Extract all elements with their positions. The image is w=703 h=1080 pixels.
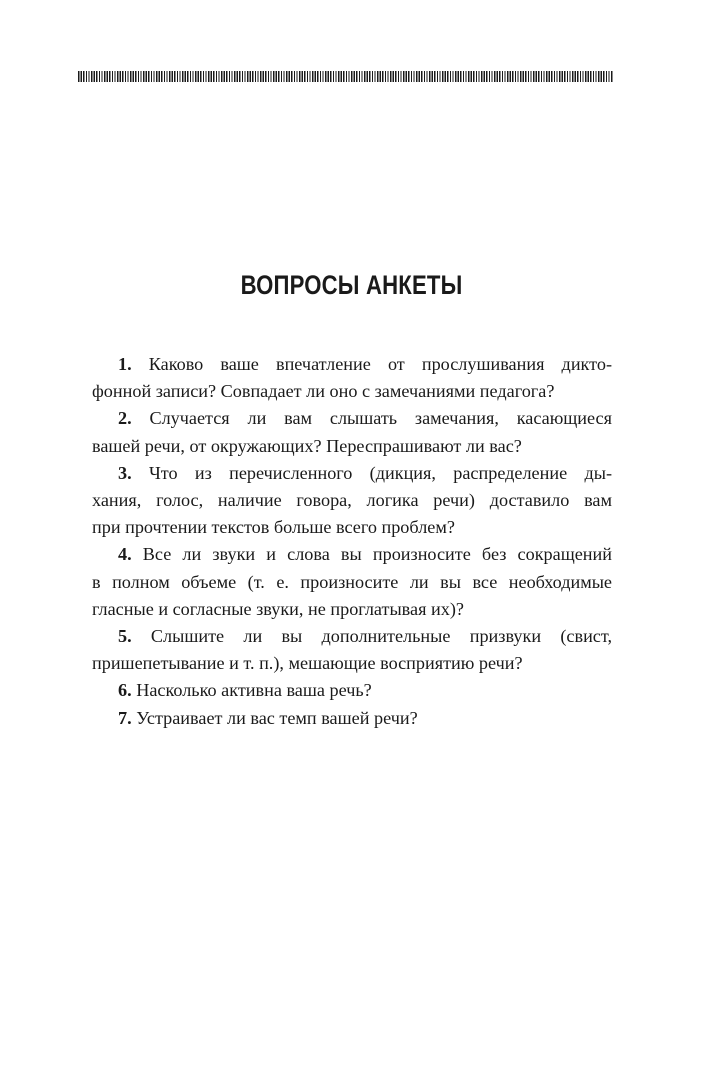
question-text: Случается ли вам слышать замечания, касающиеся (149, 408, 612, 429)
question-item (92, 541, 612, 623)
question-line (92, 541, 612, 568)
question-number: 5. (118, 626, 132, 647)
question-item (92, 405, 612, 459)
question-item (92, 705, 612, 732)
question-number: 4. (118, 544, 132, 565)
questionnaire-list (92, 351, 612, 732)
question-line (92, 677, 612, 704)
question-number: 6. (118, 680, 132, 701)
question-item (92, 623, 612, 677)
question-line: хания, голос, наличие говора, логика речи) доставило вам (92, 490, 612, 511)
question-line: при прочтении текстов больше всего проблем? (92, 517, 455, 538)
question-number: 7. (118, 707, 132, 728)
question-line: вашей речи, от окружающих? Переспрашивают ли вас? (92, 435, 522, 456)
question-text: Устраивает ли вас темп вашей речи? (136, 707, 418, 728)
question-line: гласные и согласные звуки, не проглатывая их)? (92, 598, 464, 619)
question-line: пришепетывание и т. п.), мешающие восприятию речи? (92, 653, 523, 674)
question-number: 3. (118, 462, 132, 483)
question-line (92, 351, 612, 378)
question-number: 2. (118, 408, 132, 429)
question-item (92, 351, 612, 405)
question-line: в полном объеме (т. е. произносите ли вы все необходимые (92, 571, 612, 592)
page-title: ВОПРОСЫ АНКЕТЫ (240, 270, 463, 300)
question-line (92, 705, 612, 732)
question-line (92, 460, 612, 487)
question-item (92, 460, 612, 542)
header-decorative-rule (78, 71, 613, 82)
question-line (92, 623, 612, 650)
question-text: Все ли звуки и слова вы произносите без сокращений (142, 544, 613, 565)
question-text: Насколько активна ваша речь? (136, 680, 372, 701)
question-item (92, 677, 612, 704)
question-number: 1. (118, 354, 132, 374)
question-text: Слышите ли вы дополнительные призвуки (свист, (150, 626, 613, 647)
question-text: Что из перечисленного (дикция, распределение ды- (148, 462, 612, 483)
question-line: фонной записи? Совпадает ли оно с замечаниями педагога? (92, 381, 555, 402)
question-line (92, 405, 612, 432)
question-text: Каково ваше впечатление от прослушивания дикто- (148, 354, 613, 374)
